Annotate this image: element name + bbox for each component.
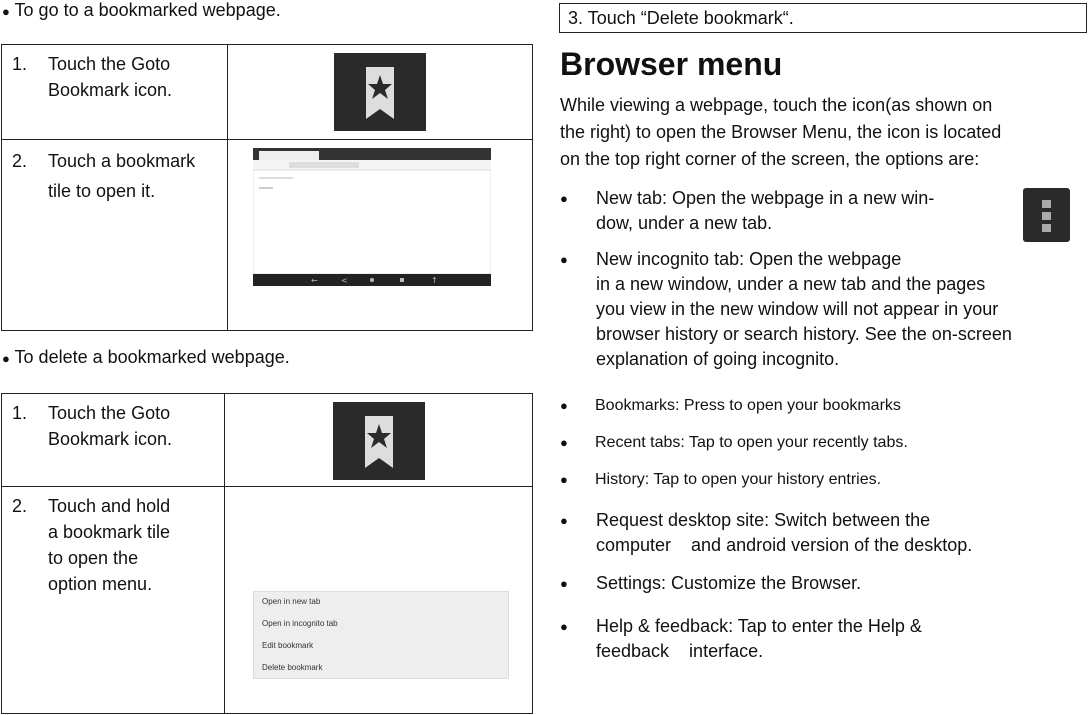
svg-text:<: <	[341, 276, 348, 285]
bullet-dot: ●	[560, 191, 568, 206]
step-text: Bookmark	[48, 429, 130, 449]
bullet-dot: ●	[560, 398, 568, 413]
bullet-dot: ●	[2, 4, 10, 19]
bullet-dot: ●	[560, 576, 568, 591]
delete-step2-cell	[2, 487, 225, 714]
step-number: 2.	[12, 151, 28, 171]
menu-item-delete-bookmark: Delete bookmark	[262, 663, 323, 672]
step-text: option menu.	[48, 574, 153, 594]
step-text: Touch and hold	[48, 496, 171, 516]
bullet-line: browser history or search history. See the on-screen	[596, 324, 1012, 344]
delete-step1-image-cell	[225, 394, 533, 487]
bullet-dot: ●	[560, 252, 568, 267]
bullet-new-tab	[560, 186, 1000, 236]
menu-item-edit-bookmark: Edit bookmark	[262, 641, 314, 650]
option-menu-image	[253, 591, 509, 679]
goto-step2-cell	[2, 140, 228, 331]
bullet-desktop-site	[560, 508, 1090, 558]
bullet-dot: ●	[560, 619, 568, 634]
step-text: a bookmark tile	[48, 522, 171, 542]
step-number: 1.	[12, 54, 28, 74]
step-number: 2.	[12, 496, 28, 516]
menu-item-open-new-tab: Open in new tab	[262, 597, 321, 606]
bullet-settings	[560, 571, 1060, 596]
delete-bookmark-icon	[333, 402, 425, 480]
bullet-dot: ●	[560, 513, 568, 528]
bullet-recent-tabs	[560, 430, 1060, 455]
goto-heading-text: To go to a bookmarked webpage.	[14, 0, 281, 20]
bullet-line: New incognito tab: Open the webpage	[596, 249, 902, 269]
delete-heading	[2, 347, 290, 368]
step-text: Touch a bookmark	[48, 151, 196, 171]
bullet-line: in a new window, under a new tab and the pages	[596, 274, 986, 294]
goto-step2-image-cell	[228, 140, 533, 331]
step-number: 1.	[12, 403, 28, 423]
bullet-help-feedback	[560, 614, 1060, 664]
step-text: to open the	[48, 548, 139, 568]
overflow-menu-icon	[1023, 188, 1070, 242]
intro-line: While viewing a webpage, touch the icon(as shown on	[560, 95, 993, 115]
bullet-line: Settings: Customize the Browser.	[596, 573, 862, 593]
step-text: Touch the	[48, 54, 132, 74]
bullet-incognito	[560, 247, 1090, 372]
goto-bookmark-icon	[334, 53, 426, 131]
svg-text:↑: ↑	[431, 276, 438, 285]
bullet-line: feedback interface.	[596, 641, 764, 661]
delete-step2-image-cell	[225, 487, 533, 714]
delete-heading-text: To delete a bookmarked webpage.	[14, 347, 290, 367]
bullet-dot: ●	[560, 472, 568, 487]
bullet-line: Recent tabs: Tap to open your recently tabs.	[595, 434, 908, 451]
bullet-bookmarks	[560, 393, 1060, 418]
goto-heading	[2, 0, 281, 21]
bullet-dot: ●	[560, 435, 568, 450]
bullet-line: you view in the new window will not appear in your	[596, 299, 999, 319]
step-text: Touch the	[48, 403, 132, 423]
delete-step1-cell	[2, 394, 225, 487]
bullet-line: New tab: Open the webpage in a new win-	[596, 188, 935, 208]
bullet-line: Request desktop site: Switch between the	[596, 510, 931, 530]
step-text: icon.	[129, 429, 173, 449]
goto-step1-cell	[2, 45, 228, 140]
page-title: Browser menu	[560, 46, 783, 82]
bullet-line: History: Tap to open your history entries.	[595, 471, 882, 488]
bullet-line: Help & feedback: Tap to enter the Help &	[596, 616, 922, 636]
intro-line: the right) to open the Browser Menu, the icon is located	[560, 122, 1002, 142]
goto-step1-image-cell	[228, 45, 533, 140]
bullet-history	[560, 467, 1060, 492]
svg-text:←: ←	[311, 276, 318, 285]
bullet-line: explanation of going incognito.	[596, 349, 840, 369]
bullet-line: Bookmarks: Press to open your bookmarks	[595, 397, 901, 414]
bullet-dot: ●	[2, 351, 10, 366]
step-text: tile to open it.	[48, 181, 156, 201]
menu-item-open-incognito: Open in incognito tab	[262, 619, 338, 628]
browser-screenshot-image	[253, 148, 491, 288]
bullet-line: computer and android version of the desktop.	[596, 535, 973, 555]
delete-steps-table	[1, 393, 533, 714]
step-text: Goto	[131, 403, 171, 423]
intro-line: on the top right corner of the screen, the options are:	[560, 149, 980, 169]
step-text: Bookmark	[48, 80, 130, 100]
step-text: icon.	[129, 80, 173, 100]
step-text: Goto	[131, 54, 171, 74]
bullet-line: dow, under a new tab.	[596, 213, 773, 233]
step3-box: 3. Touch “Delete bookmark“.	[559, 3, 1087, 33]
intro-paragraph	[560, 92, 1090, 173]
goto-steps-table	[1, 44, 533, 331]
